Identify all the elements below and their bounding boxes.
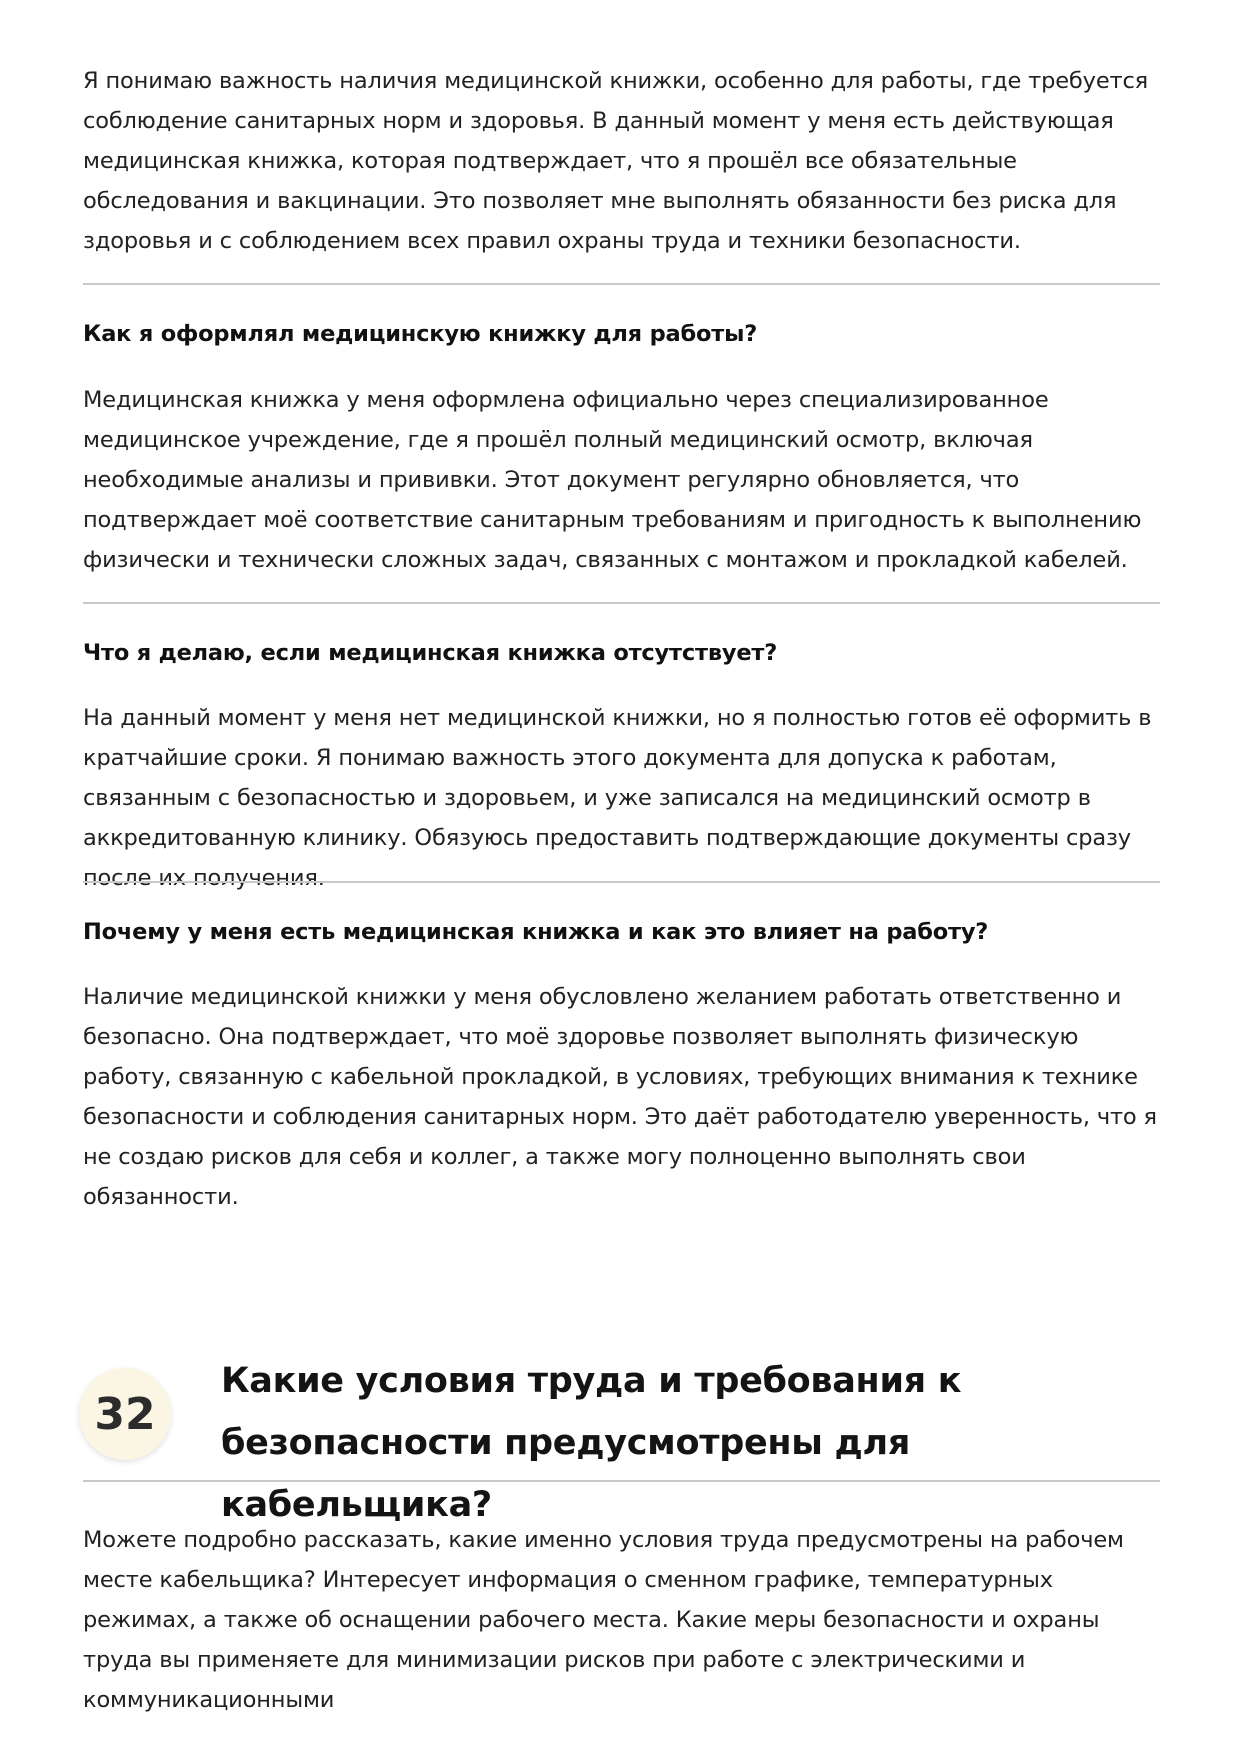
intro-paragraph: Я понимаю важность наличия медицинской книжки, особенно для работы, где требуется соблюдение санитарных норм и здоровья. В данный момент у меня есть действующая медицинская книжка, которая подтверждает, что я прошёл все обязательные обследования и вакцинации. Это позволяет мне выполнять обязанности без риска для здоровья и с соблюдением всех правил охраны труда и техники безопасности. [83,68,1149,254]
section-header [83,1350,1160,1525]
divider [83,602,1160,604]
answer-heading-3: Почему у меня есть медицинская книжка и как это влияет на работу? [83,919,989,945]
section-divider [83,1480,1160,1482]
section-number-badge: 32 [79,1368,171,1460]
answer-heading-2: Что я делаю, если медицинская книжка отсутствует? [83,640,778,666]
answer-heading-1: Как я оформлял медицинскую книжку для работы? [83,321,758,347]
answer-paragraph-1: Медицинская книжка у меня оформлена официально через специализированное медицинское учреждение, где я прошёл полный медицинский осмотр, включая необходимые анализы и прививки. Этот документ регулярно обновляется, что подтверждает моё соответствие санитарным требованиям и пригодность к выполнению физически и технически сложных задач, связанных с монтажом и прокладкой кабелей. [83,387,1142,573]
divider [83,881,1160,883]
answer-paragraph-2: На данный момент у меня нет медицинской книжки, но я полностью готов её оформить в кратчайшие сроки. Я понимаю важность этого документа для допуска к работам, связанным с безопасностью и здоровьем, и уже записался на медицинский осмотр в аккредитованную клинику. Обязуюсь предоставить подтверждающие документы сразу после их получения. [83,705,1152,891]
section-title: Какие условия труда и требования к безопасности предусмотрены для кабельщика? [221,1361,962,1525]
section-question-paragraph: Можете подробно рассказать, какие именно условия труда предусмотрены на рабочем месте кабельщика? Интересует информация о сменном графике, температурных режимах, а также об оснащении рабочего места. Какие меры безопасности и охраны труда вы применяете для минимизации рисков при работе с электрическими и коммуникационными [83,1527,1124,1713]
divider [83,283,1160,285]
answer-paragraph-3: Наличие медицинской книжки у меня обусловлено желанием работать ответственно и безопасно. Она подтверждает, что моё здоровье позволяет выполнять физическую работу, связанную с кабельной прокладкой, в условиях, требующих внимания к технике безопасности и соблюдения санитарных норм. Это даёт работодателю уверенность, что я не создаю рисков для себя и коллег, а также могу полноценно выполнять свои обязанности. [83,984,1157,1210]
